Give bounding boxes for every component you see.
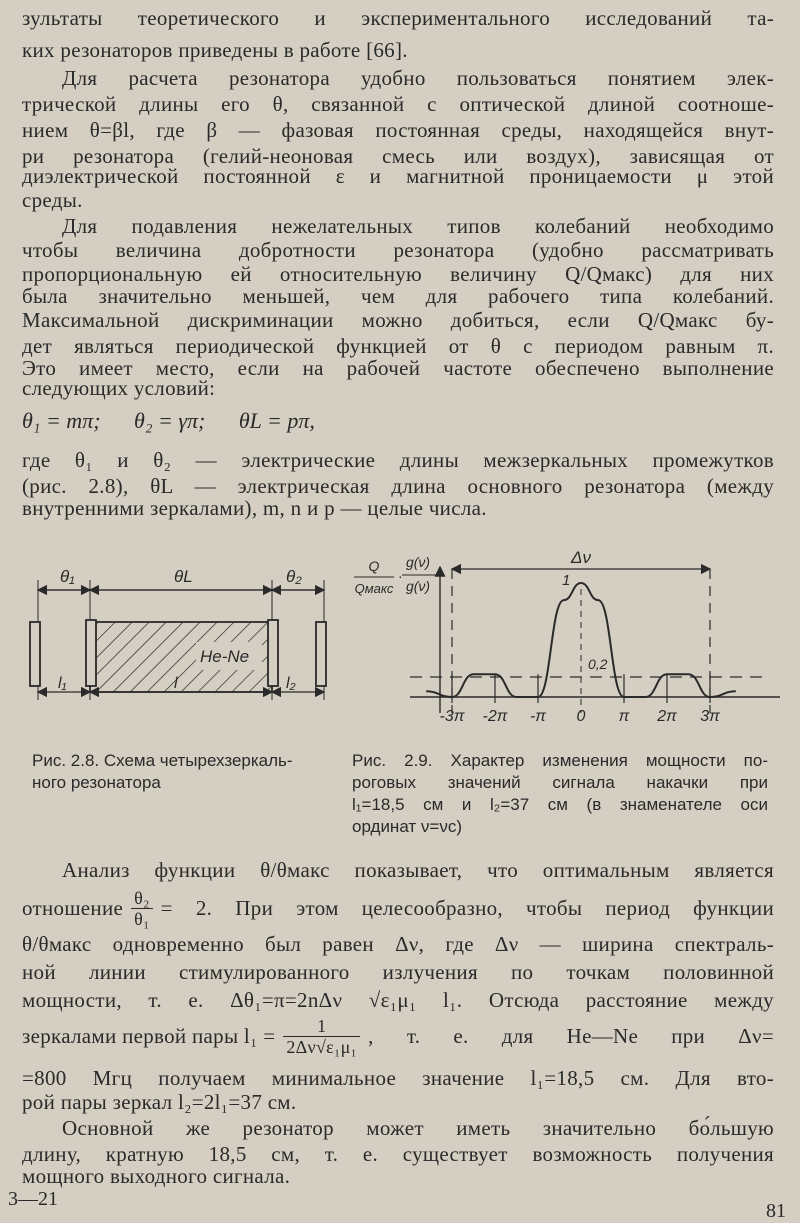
fraction-numerator: 1 (283, 1016, 360, 1037)
peak-label: 1 (562, 572, 571, 589)
figure-2-9-chart (350, 545, 790, 745)
caption-line: Рис. 2.8. Схема четырехзеркаль- (32, 751, 293, 770)
caption-line: Рис. 2.9. Характер изменения мощности по- (352, 751, 768, 770)
para5-line: рой пары зеркал l₂=2l₁=37 см. (22, 1090, 297, 1114)
para3-line: была значительно меньшей, чем для рабочего типа колебаний. (22, 284, 774, 308)
para3-line: Это имеет место, если на рабочей частоте обеспечено выполнение (22, 356, 774, 380)
signature-mark: 3—21 (8, 1188, 58, 1210)
para5-line: мощности, т. е. Δθ₁=π=2nΔν √ε₁μ₁ l₁. Отсюда расстояние между (22, 988, 774, 1012)
x-tick-label: -2π (482, 708, 508, 725)
formula-theta2: θ₂ = γπ; (134, 408, 206, 433)
para3-line: дет являться периодической функцией от θ с периодом равным π. (22, 334, 774, 358)
figure-2-8-resonator-diagram (24, 560, 344, 740)
x-tick-labels (440, 708, 721, 725)
para6-line: Основной же резонатор может иметь значительно бо́льшую (62, 1116, 774, 1140)
l-label: l (174, 675, 178, 692)
formula-thetaL: θL = pπ, (238, 408, 315, 433)
para2-line: трической длины его θ, связанной с оптической длиной соотноше- (22, 92, 774, 116)
ylabel-qmax: Qмакс (354, 581, 394, 596)
para1-line: ких резонаторов приведены в работе [66]. (22, 38, 408, 62)
page-number: 81 (766, 1200, 786, 1222)
para6-line: мощного выходного сигнала. (22, 1164, 291, 1188)
ylabel-gbar: g(ν) (405, 578, 431, 594)
delta-nu-label: Δν (571, 548, 591, 567)
para3-line: пропорциональную ей относительную величину Q/Qмакс) для них (22, 262, 774, 286)
para5-line6 (22, 1016, 774, 1057)
para5-text: = 2. При этом целесообразно, чтобы период функции (160, 896, 774, 920)
l1-label: l₁ (58, 675, 67, 692)
para5-text: зеркалами первой пары l₁ = (22, 1024, 276, 1048)
para5-line: ной линии стимулированного излучения по точкам половинной (22, 960, 774, 984)
para6-line: длину, кратную 18,5 см, т. е. существует возможность получения (22, 1142, 774, 1166)
thetaL-label: θL (174, 567, 193, 586)
caption-line: l₁=18,5 см и l₂=37 см (в знаменателе оси (352, 795, 768, 814)
para4-line: внутренними зеркалами), m, n и p — целые числа. (22, 496, 487, 520)
para1-line: зультаты теоретического и экспериментального исследований та- (22, 6, 774, 30)
svg-text:·: · (398, 568, 403, 584)
para5-text: , т. е. для He—Ne при Δν= (368, 1024, 774, 1048)
figure-2-9-caption (352, 750, 768, 838)
x-tick-label: π (618, 708, 630, 725)
fraction-denominator: θ₁ (134, 909, 150, 929)
para3-line: чтобы величина добротности резонатора (удобно рассматривать (22, 238, 774, 262)
theta2-label: θ₂ (286, 567, 302, 586)
formula-theta1: θ₁ = mπ; (22, 408, 101, 433)
para4-line: где θ₁ и θ₂ — электрические длины межзеркальных промежутков (22, 448, 774, 472)
left-inner-mirror (86, 620, 96, 686)
para2-line: среды. (22, 188, 83, 212)
conditions-formula (22, 408, 343, 434)
x-tick-label: 2π (657, 708, 677, 725)
left-outer-mirror (30, 622, 40, 686)
para2-line: нием θ=βl, где β — фазовая постоянная среды, находящейся внут- (22, 118, 774, 142)
ylabel-g: g(ν) (405, 554, 431, 570)
fraction-denominator: 2Δν√ε₁μ₁ (286, 1037, 358, 1057)
para2-line: Для расчета резонатора удобно пользоваться понятием элек- (62, 66, 774, 90)
theta1-label: θ₁ (60, 567, 75, 586)
x-tick-label: 0 (576, 708, 586, 725)
caption-line: ного резонатора (32, 773, 161, 792)
ratio-fraction (131, 888, 153, 929)
gas-label: He-Ne (200, 647, 250, 666)
level-label: 0,2 (588, 656, 608, 672)
caption-line: ординат ν=νc) (352, 817, 463, 836)
ylabel-q: Q (368, 558, 380, 574)
right-inner-mirror (268, 620, 278, 686)
para4-line: (рис. 2.8), θL — электрическая длина основного резонатора (между (22, 474, 774, 498)
para3-line: Максимальной дискриминации можно добиться, если Q/Qмакс бу- (22, 308, 774, 332)
caption-line: роговых значений сигнала накачки при (352, 773, 768, 792)
l1-fraction (283, 1016, 360, 1057)
figure-2-8-caption (32, 750, 332, 794)
fraction-numerator: θ₂ (131, 888, 153, 909)
para3-line: следующих условий: (22, 376, 216, 400)
x-tick-label: -π (529, 708, 547, 725)
para2-line: ри резонатора (гелий-неоновая смесь или воздух), зависящая от (22, 144, 774, 168)
x-tick-label: 3π (700, 708, 720, 725)
right-outer-mirror (316, 622, 326, 686)
para5-line2 (22, 888, 774, 929)
para5-line: Анализ функции θ/θмакс показывает, что оптимальным является (62, 858, 774, 882)
x-tick-label: -3π (439, 708, 465, 725)
para5-line: =800 Мгц получаем минимальное значение l₁=18,5 см. Для вто- (22, 1066, 774, 1090)
para2-line: диэлектрической постоянной ε и магнитной проницаемости μ этой (22, 164, 774, 188)
para5-line: θ/θмакс одновременно был равен Δν, где Δν — ширина спектраль- (22, 932, 774, 956)
para5-text: отношение (22, 896, 124, 920)
l2-label: l₂ (286, 675, 296, 692)
para3-line: Для подавления нежелательных типов колебаний необходимо (62, 214, 774, 238)
